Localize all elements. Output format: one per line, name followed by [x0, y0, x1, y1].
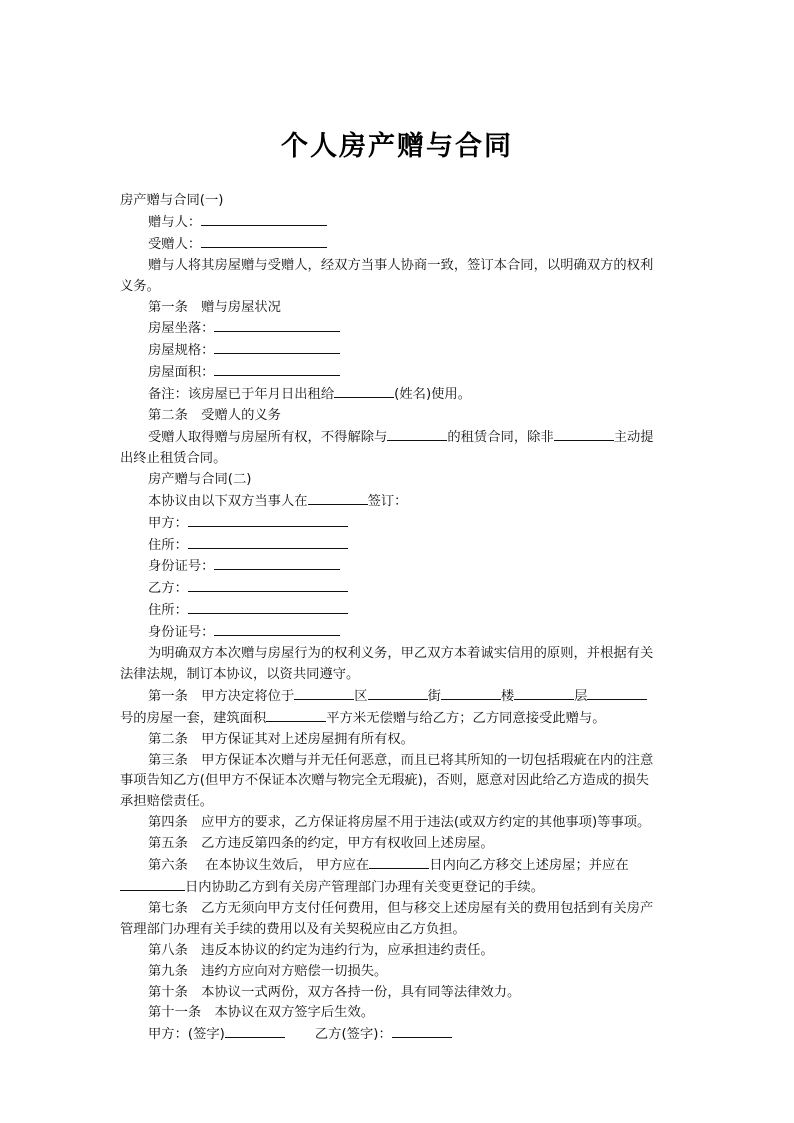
part2-article-11: 第十一条 本协议在双方签字后生效。	[148, 1005, 375, 1021]
party-b-id-line: 身份证号：	[120, 622, 686, 644]
party-b-address-line: 住所：	[120, 600, 686, 622]
tenant-blank[interactable]	[387, 427, 447, 441]
part2-article-3: 第三条 甲方保证本次赠与并无任何恶意，而且已将其所知的一切包括瑕疵在内的注意	[148, 752, 654, 768]
part1-intro: 赠与人将其房屋赠与受赠人，经双方当事人协商一致，签订本合同，以明确双方的权利	[148, 257, 654, 273]
part2-article-7-cont: 管理部门办理有关手续的费用以及有关契税应由乙方负担。	[120, 921, 466, 937]
part1-intro-cont: 义务。	[120, 278, 160, 294]
party-a-id-line: 身份证号：	[120, 556, 686, 578]
purpose-line-cont: 法律法规，制订本协议，以资共同遵守。	[120, 666, 360, 682]
spec-line: 房屋规格：	[120, 340, 686, 362]
donee-blank[interactable]	[201, 234, 327, 248]
part2-article-6: 第六条 在本协议生效后， 甲方应在 日内向乙方移交上述房屋；并应在	[120, 855, 686, 877]
floor-area-blank[interactable]	[266, 708, 326, 722]
part2-article-5: 第五条 乙方违反第四条的约定，甲方有权收回上述房屋。	[148, 836, 494, 852]
area-blank[interactable]	[214, 362, 340, 376]
party-a-blank[interactable]	[188, 513, 348, 527]
part2-article-1: 第一条 甲方决定将位于 区 街 楼 层	[120, 686, 686, 708]
part2-article-1-cont: 号的房屋一套，建筑面积 平方米无偿赠与给乙方；乙方同意接受此赠与。	[120, 708, 686, 730]
room-blank[interactable]	[587, 686, 647, 700]
party-a-line: 甲方：	[120, 513, 686, 535]
tenant-blank-2[interactable]	[554, 427, 614, 441]
party-b-address-blank[interactable]	[188, 600, 348, 614]
tenant-name-blank[interactable]	[334, 384, 394, 398]
donor-blank[interactable]	[201, 212, 327, 226]
party-a-address-blank[interactable]	[188, 535, 348, 549]
part1-heading: 房产赠与合同(一)	[120, 193, 224, 208]
party-b-id-blank[interactable]	[214, 622, 340, 636]
party-b-line: 乙方：	[120, 578, 686, 600]
party-a-signature-blank[interactable]	[225, 1024, 285, 1038]
party-b-signature-blank[interactable]	[392, 1024, 452, 1038]
location-line: 房屋坐落：	[120, 318, 686, 340]
part2-article-3-end: 承担赔偿责任。	[120, 794, 214, 810]
part2-article-3-cont: 事项告知乙方(但甲方不保证本次赠与物完全无瑕疵)，否则，愿意对因此给乙方造成的损失	[120, 773, 649, 789]
purpose-line: 为明确双方本次赠与房屋行为的权利义务，甲乙双方本着诚实信用的原则，并根据有关	[148, 646, 654, 662]
donee-line: 受赠人：	[120, 234, 686, 256]
document-title: 个人房产赠与合同	[281, 131, 513, 162]
spec-blank[interactable]	[214, 340, 340, 354]
area-line: 房屋面积：	[120, 362, 686, 384]
part2-article-9: 第九条 违约方应向对方赔偿一切损失。	[148, 963, 388, 979]
part1-article-2-text: 受赠人取得赠与房屋所有权，不得解除与 的租赁合同，除非 主动提	[120, 427, 686, 449]
note-line: 备注：该房屋已于年月日出租给 (姓名)使用。	[120, 384, 686, 406]
donor-line: 赠与人：	[120, 212, 686, 234]
signature-line: 甲方：(签字) 乙方(签字)：	[120, 1024, 686, 1046]
part1-article-2: 第二条 受赠人的义务	[148, 408, 281, 424]
part2-article-6-cont: 日内协助乙方到有关房产管理部门办理有关变更登记的手续。	[120, 877, 686, 899]
registration-days-blank[interactable]	[120, 877, 185, 891]
part1-article-1: 第一条 赠与房屋状况	[148, 299, 281, 315]
part2-article-8: 第八条 违反本协议的约定为违约行为，应承担违约责任。	[148, 942, 494, 958]
part2-heading: 房产赠与合同(二)	[148, 471, 252, 487]
party-a-id-blank[interactable]	[214, 556, 340, 570]
part2-article-10: 第十条 本协议一式两份，双方各持一份，具有同等法律效力。	[148, 984, 521, 1000]
part2-article-4: 第四条 应甲方的要求，乙方保证将房屋不用于违法(或双方约定的其他事项)等事项。	[148, 815, 651, 831]
street-blank[interactable]	[368, 686, 428, 700]
party-a-address-line: 住所：	[120, 535, 686, 557]
contract-body	[120, 191, 686, 1046]
signing-place-blank[interactable]	[308, 491, 368, 505]
district-blank[interactable]	[294, 686, 354, 700]
location-blank[interactable]	[214, 318, 340, 332]
part1-article-2-cont: 出终止租赁合同。	[120, 450, 227, 466]
building-blank[interactable]	[441, 686, 501, 700]
part2-article-2: 第二条 甲方保证其对上述房屋拥有所有权。	[148, 731, 414, 747]
part2-intro: 本协议由以下双方当事人在 签订：	[120, 491, 686, 513]
floor-blank[interactable]	[514, 686, 574, 700]
handover-days-blank[interactable]	[369, 855, 429, 869]
part2-article-7: 第七条 乙方无须向甲方支付任何费用，但与移交上述房屋有关的费用包括到有关房产	[148, 900, 654, 916]
party-b-blank[interactable]	[188, 578, 348, 592]
